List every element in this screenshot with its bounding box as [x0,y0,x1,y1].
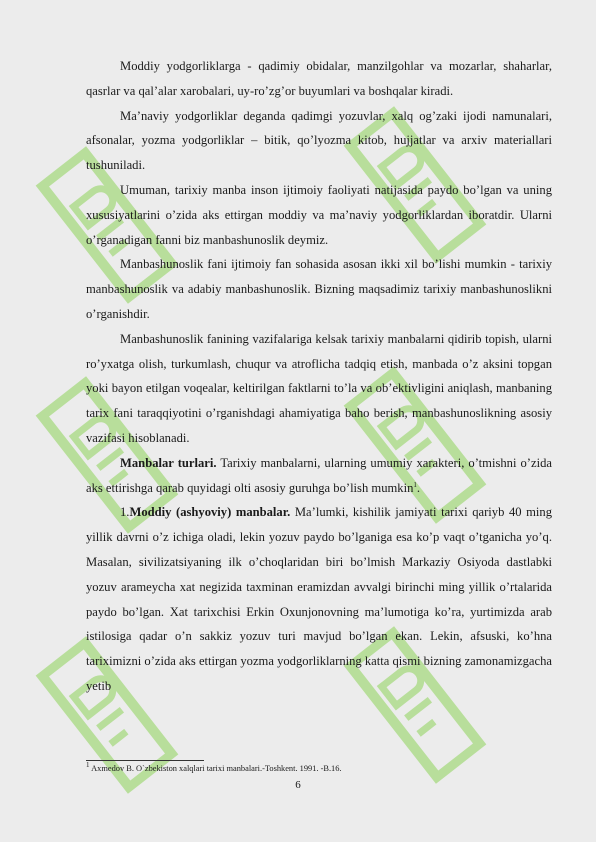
footnote: $^1$ Axmedov B. O`zbekiston xalqlari tarixi manbalari.-Toshkent. 1991. -B.16. [86,761,342,773]
subsection-heading: Moddiy (ashyoviy) manbalar. [129,505,291,520]
page-number: 6 [295,779,301,791]
section-heading: Manbalar turlari. [120,455,217,470]
paragraph-source-types: Manbalar turlari. Tarixiy manbalarni, ularning umumiy xarakteri, o’tmishni o’zida aks ettirishga qarab quyidagi olti asosiy guruhga bo’lish mumkin$^1$. [86,455,552,495]
footnote-divider [86,760,204,761]
footnote-ref[interactable]: 1 [413,480,417,489]
paragraph: Manbashunoslik fani ijtimoiy fan sohasida asosan ikki xil bo’lishi mumkin - tarixiy manbashunoslik va adabiy manbashunoslik. Bizning maqsadimiz tarixiy manbashunoslikni o’rganishdir. [86,257,552,321]
paragraph: Ma’naviy yodgorliklar deganda qadimgi yozuvlar, xalq og’zaki ijodi namunalari, afsonalar, yozma yodgorliklar – bitik, qo’lyozma kitob, hujjatlar va arxiv materiallari tushuniladi. [86,108,552,173]
paragraph: Umuman, tarixiy manba inson ijtimoiy faoliyati natijasida paydo bo’lgan va uning xususiyatlarini o’zida aks ettirgan moddiy va ma’naviy yodgorliklardan iboratdir. Ularni o’rganadigan fanni biz manbashunoslik deymiz. [86,182,552,247]
footnote-marker: 1 [86,761,90,770]
paragraph: Manbashunoslik fanining vazifalariga kelsak tarixiy manbalarni qidirib topish, ularni ro’yxatga olish, turkumlash, chuqur va atroflicha tadqiq etish, manbada o’z aksini topgan yoki bayon etilgan voqealar, keltirilgan faktlarni to’la va ob’ektivligini aniqlash, manbaning tarix fani taraqqiyotini o’rganishdagi ahamiyatiga baho berish, manbashunoslikning asosiy vazifasi hisoblanadi. [86,331,552,445]
paragraph-material-sources: 1.Moddiy (ashyoviy) manbalar. Ma’lumki, kishilik jamiyati tarixi qariyb 40 ming yillik davrni o’z ichiga oladi, lekin yozuv paydo bo’lganiga esa ko’p vaqt o’tganicha yo’q. Masalan, sivilizatsiyaning ilk o’choqlaridan biri bo’lmish Markaziy Osiyoda dastlabki yozuv arameycha xat negizida taxminan eramizdan avvalgi birinchi ming yillik o’rtalarida paydo bo’lgan. Xat tarixchisi Erkin Oxunjonovning ma’lumotiga ko’ra, yurtimizda arab istilosiga qadar o’n sakkiz yozuv turi mavjud bo’lgan ekan. Lekin, afsuski, ko’hna tariximizni o’zida aks ettirgan yozma yodgorliklarning katta qismi bizning zamonamizgacha yetib [86,505,552,693]
body-text [86,54,552,699]
paragraph: Moddiy yodgorliklarga - qadimiy obidalar, manzilgohlar va mozarlar, shaharlar, qasrlar va qal’alar xarobalari, uy-ro’zg’or buyumlari va boshqalar kiradi. [86,59,552,98]
